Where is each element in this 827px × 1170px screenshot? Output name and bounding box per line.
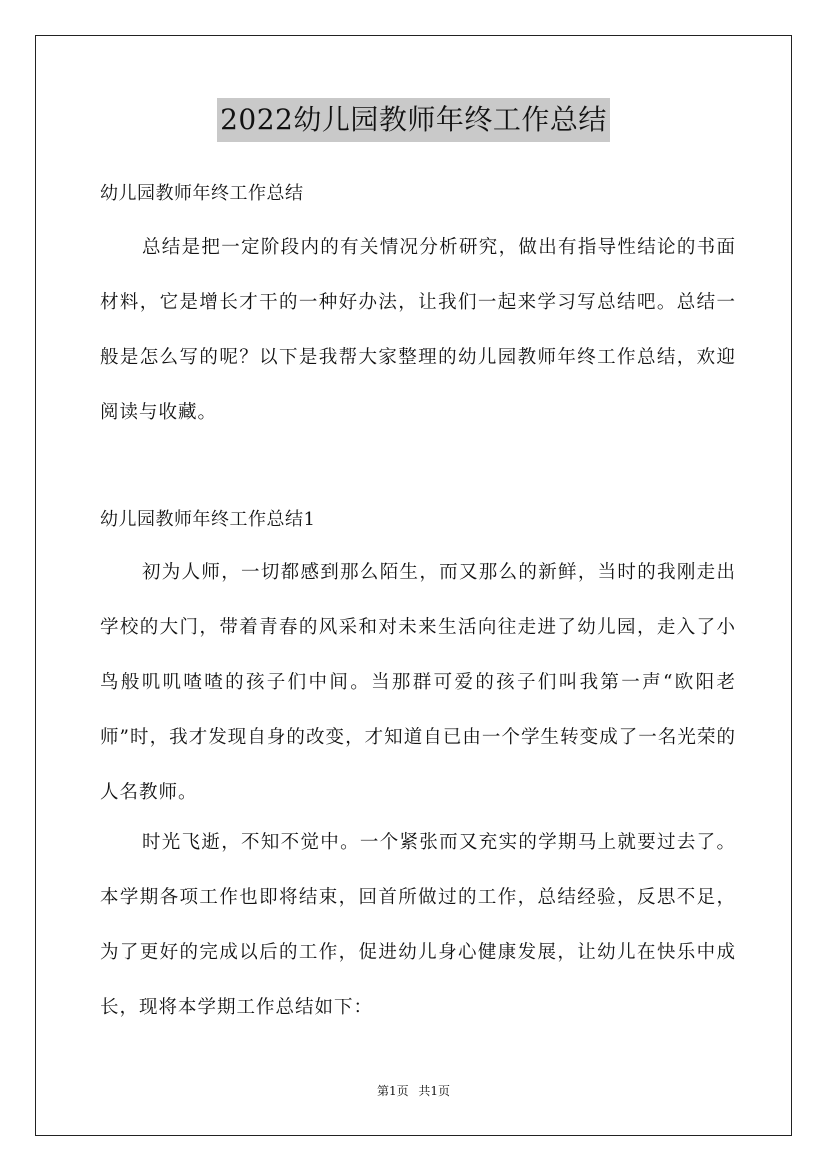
page-total: 共1页 <box>418 1084 451 1098</box>
page-number: 第1页 <box>376 1084 409 1098</box>
page-footer <box>0 1083 827 1099</box>
document-title-block <box>0 98 827 142</box>
body-paragraph-2: 时光飞逝，不知不觉中。一个紧张而又充实的学期马上就要过去了。本学期各项工作也即将结束，回首所做过的工作，总结经验，反思不足，为了更好的完成以后的工作，促进幼儿身心健康发展，让幼儿在快乐中成长，现将本学期工作总结如下： <box>100 832 736 1018</box>
intro-paragraph: 总结是把一定阶段内的有关情况分析研究，做出有指导性结论的书面材料，它是增长才干的一种好办法，让我们一起来学习写总结吧。总结一般是怎么写的呢？以下是我帮大家整理的幼儿园教师年终工作总结，欢迎阅读与收藏。 <box>100 237 736 423</box>
document-title: 2022幼儿园教师年终工作总结 <box>217 98 610 142</box>
section-heading: 幼儿园教师年终工作总结1 <box>100 509 316 530</box>
body-paragraph-1: 初为人师，一切都感到那么陌生，而又那么的新鲜，当时的我刚走出学校的大门，带着青春的风采和对未来生活向往走进了幼儿园，走入了小鸟般叽叽喳喳的孩子们中间。当那群可爱的孩子们叫我第一声“欧阳老师”时，我才发现自身的改变，才知道自已由一个学生转变成了一名光荣的人名教师。 <box>100 562 736 803</box>
main-heading: 幼儿园教师年终工作总结 <box>100 183 304 204</box>
